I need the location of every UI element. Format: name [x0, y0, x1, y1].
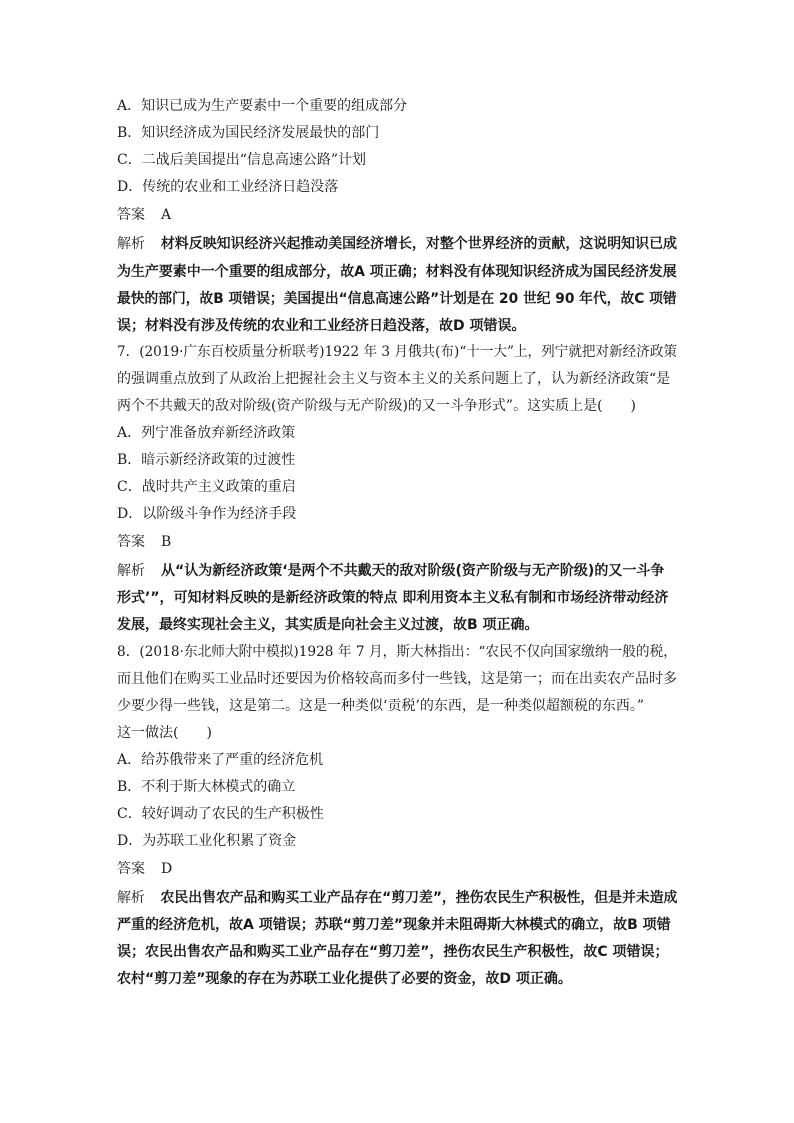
- q6-analysis-line-1: 解析 材料反映知识经济兴起推动美国经济增长，对整个世界经济的贡献，这说明知识已成: [117, 236, 677, 252]
- q7-analysis-line-1: 解析 从“认为新经济政策‘是两个不共戴天的敌对阶级(资产阶级与无产阶级)的又一斗争: [117, 563, 665, 579]
- q7-stem-line-1: 7．(2019·广东百校质量分析联考)1922 年 3 月俄共(布)“十一大”上，列宁就把对新经济政策: [117, 344, 678, 360]
- q6-analysis-line-3: 最快的部门，故B 项错误；美国提出“信息高速公路”计划是在 20 世纪 90 年代，故C 项错: [117, 291, 677, 307]
- q8-analysis-line-2: 严重的经济危机，故A 项错误；苏联“剪刀差”现象并未阻碍斯大林模式的确立，故B 项错: [117, 917, 671, 933]
- q7-answer: [117, 532, 677, 552]
- answer-value: B: [161, 534, 172, 550]
- q8-option-d: D．为苏联工业化积累了资金: [117, 833, 297, 849]
- q6-option-c: C．二战后美国提出“信息高速公路”计划: [117, 152, 367, 168]
- answer-label: 答案: [117, 207, 145, 223]
- q7-option-c: C．战时共产主义政策的重启: [117, 479, 296, 495]
- answer-label: 答案: [117, 861, 145, 877]
- q6-option-a: A．知识已成为生产要素中一个重要的组成部分: [117, 98, 408, 114]
- q7-stem-line-3: 两个不共戴天的敌对阶级(资产阶级与无产阶级)的又一斗争形式”。这实质上是( ): [117, 398, 637, 414]
- answer-label: 答案: [117, 534, 145, 550]
- q7-option-b: B．暗示新经济政策的过渡性: [117, 452, 296, 468]
- q8-analysis-line-4: 农村“剪刀差”现象的存在为苏联工业化提供了必要的资金，故D 项正确。: [117, 971, 572, 987]
- q8-option-c: C．较好调动了农民的生产积极性: [117, 806, 324, 822]
- q8-stem-line-3: 少要少得一些钱，这是第二。这是一种类似‘贡税’的东西，是一种类似超额税的东西。”: [117, 698, 645, 714]
- q7-stem-line-2: 的强调重点放到了从政治上把握社会主义与资本主义的关系问题上了，认为新经济政策“是: [117, 371, 671, 387]
- answer-value: A: [161, 207, 172, 223]
- q7-analysis-line-3: 发展，最终实现社会主义，其实质是向社会主义过渡，故B 项正确。: [117, 617, 539, 633]
- analysis-label: 解析: [117, 236, 145, 252]
- q8-stem-line-1: 8．(2018·东北师大附中模拟)1928 年 7 月，斯大林指出：“农民不仅向国家缴纳一般的税，: [117, 644, 677, 660]
- q6-analysis-line-4: 误；材料没有涉及传统的农业和工业经济日趋没落，故D 项错误。: [117, 318, 526, 334]
- q6-analysis-line-2: 为生产要素中一个重要的组成部分，故A 项正确；材料没有体现知识经济成为国民经济发展: [117, 264, 677, 280]
- q8-answer: [117, 859, 677, 879]
- q8-option-a: A．给苏俄带来了严重的经济危机: [117, 752, 324, 768]
- q7-analysis-line-2: 形式’”，可知材料反映的是新经济政策的特点 即利用资本主义私有制和市场经济带动经济: [117, 590, 669, 606]
- q6-option-b: B．知识经济成为国民经济发展最快的部门: [117, 125, 380, 141]
- q8-analysis-line-1: 解析 农民出售农产品和购买工业产品存在“剪刀差”，挫伤农民生产积极性，但是并未造成: [117, 890, 678, 906]
- q8-stem-line-2: 而且他们在购买工业品时还要因为价格较高而多付一些钱，这是第一；而在出卖农产品时多: [117, 671, 677, 687]
- q8-analysis-line-3: 误；农民出售农产品和购买工业产品存在“剪刀差”，挫伤农民生产积极性，故C 项错误；: [117, 944, 669, 960]
- q7-option-a: A．列宁准备放弃新经济政策: [117, 425, 296, 441]
- q6-option-d: D．传统的农业和工业经济日趋没落: [117, 179, 339, 195]
- q6-answer: [117, 205, 677, 225]
- answer-value: D: [161, 861, 173, 877]
- q7-option-d: D．以阶级斗争作为经济手段: [117, 506, 297, 522]
- analysis-label: 解析: [117, 563, 145, 579]
- q8-stem-line-4: 这一做法( ): [117, 725, 212, 741]
- q8-option-b: B．不利于斯大林模式的确立: [117, 779, 296, 795]
- analysis-label: 解析: [117, 890, 145, 906]
